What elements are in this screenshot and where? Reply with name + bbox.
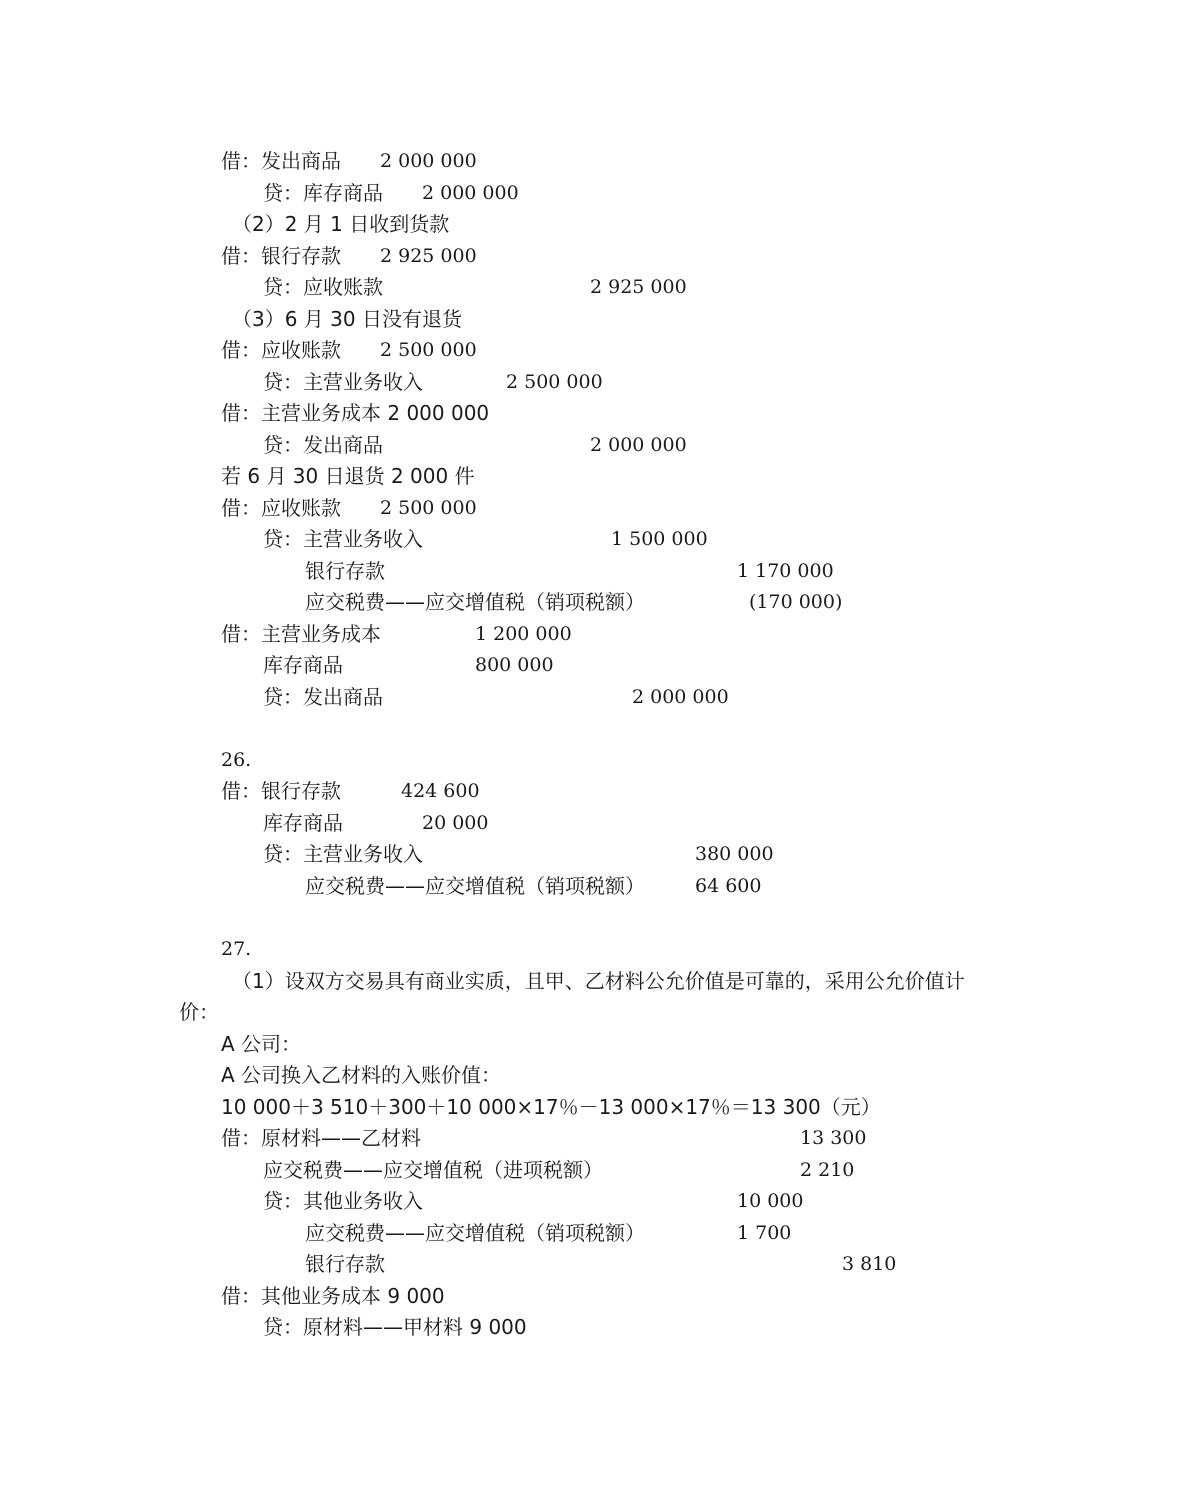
entry-text: （1）设双方交易具有商业实质，且甲、乙材料公允价值是可靠的，采用公允价值计 [232, 969, 965, 993]
amount-text: 2 500 000 [380, 339, 477, 361]
document-line [0, 1092, 1178, 1123]
entry-text: 借：其他业务成本 9 000 [221, 1284, 445, 1308]
entry-text: 贷：主营业务收入 [263, 527, 423, 551]
document-line [0, 241, 1178, 272]
amount-text: 27. [221, 938, 252, 960]
entry-text: 10 000＋3 510＋300＋10 000×17％－13 000×17％＝13 300（元） [221, 1095, 881, 1119]
entry-text: 应交税费——应交增值税（销项税额） [305, 874, 645, 898]
entry-text: 借：银行存款 [221, 779, 341, 803]
amount-text: 64 600 [695, 875, 762, 897]
document-line [0, 178, 1178, 209]
amount-text: 2 000 000 [380, 150, 477, 172]
document-line [0, 1123, 1178, 1154]
document-line [0, 272, 1178, 303]
entry-text: 价： [179, 1000, 219, 1024]
document-line [0, 146, 1178, 177]
document-line [0, 1186, 1178, 1217]
amount-text: 2 500 000 [380, 497, 477, 519]
document-line [0, 524, 1178, 555]
document-line [0, 966, 1178, 997]
amount-text: 2 000 000 [632, 686, 729, 708]
document-line [0, 430, 1178, 461]
amount-text: 26. [221, 749, 252, 771]
amount-text: 10 000 [737, 1190, 804, 1212]
document-line [0, 776, 1178, 807]
document-line [0, 934, 1178, 965]
document-line [0, 367, 1178, 398]
entry-text: 贷：应收账款 [263, 275, 383, 299]
document-line [0, 1281, 1178, 1312]
document-line [0, 619, 1178, 650]
document-line [0, 209, 1178, 240]
document-line [0, 587, 1178, 618]
entry-text: 若 6 月 30 日退货 2 000 件 [221, 464, 475, 488]
amount-text: 1 200 000 [475, 623, 572, 645]
document-line [0, 556, 1178, 587]
document-line [0, 398, 1178, 429]
amount-text: 2 210 [800, 1159, 855, 1181]
entry-text: （2）2 月 1 日收到货款 [232, 212, 450, 236]
document-line [0, 1029, 1178, 1060]
amount-text: 20 000 [422, 812, 489, 834]
amount-text: 2 500 000 [506, 371, 603, 393]
amount-text: 1 500 000 [611, 528, 708, 550]
entry-text: 借：应收账款 [221, 338, 341, 362]
entry-text: 贷：主营业务收入 [263, 370, 423, 394]
amount-text: 800 000 [475, 654, 554, 676]
entry-text: （3）6 月 30 日没有退货 [232, 307, 462, 331]
amount-text: (170 000) [749, 591, 843, 613]
entry-text: 贷：发出商品 [263, 433, 383, 457]
document-line [0, 808, 1178, 839]
entry-text: 贷：库存商品 [263, 181, 383, 205]
entry-text: 借：发出商品 [221, 149, 341, 173]
entry-text: 库存商品 [263, 811, 343, 835]
document-line [0, 1249, 1178, 1280]
entry-text: 借：主营业务成本 2 000 000 [221, 401, 490, 425]
document-line [0, 745, 1178, 776]
entry-text: 借：主营业务成本 [221, 622, 381, 646]
document-line [0, 1155, 1178, 1186]
document-line [0, 682, 1178, 713]
entry-text: 借：银行存款 [221, 244, 341, 268]
entry-text: 银行存款 [305, 1252, 385, 1276]
entry-text: A 公司： [221, 1032, 302, 1056]
document-line [0, 1218, 1178, 1249]
amount-text: 380 000 [695, 843, 774, 865]
amount-text: 2 925 000 [380, 245, 477, 267]
amount-text: 424 600 [401, 780, 480, 802]
document-line [0, 1060, 1178, 1091]
document-line [0, 839, 1178, 870]
amount-text: 1 170 000 [737, 560, 834, 582]
entry-text: 应交税费——应交增值税（销项税额） [305, 590, 645, 614]
entry-text: 应交税费——应交增值税（进项税额） [263, 1158, 603, 1182]
document-line [0, 493, 1178, 524]
entry-text: 贷：其他业务收入 [263, 1189, 423, 1213]
entry-text: 贷：发出商品 [263, 685, 383, 709]
entry-text: 库存商品 [263, 653, 343, 677]
entry-text: A 公司换入乙材料的入账价值： [221, 1063, 502, 1087]
document-line [0, 1312, 1178, 1343]
entry-text: 贷：原材料——甲材料 9 000 [263, 1315, 527, 1339]
document-line [0, 650, 1178, 681]
document-line [0, 304, 1178, 335]
document-line [0, 335, 1178, 366]
entry-text: 借：原材料——乙材料 [221, 1126, 421, 1150]
document-line [0, 461, 1178, 492]
document-line [0, 997, 1178, 1028]
amount-text: 2 925 000 [590, 276, 687, 298]
document-line [0, 871, 1178, 902]
amount-text: 3 810 [842, 1253, 897, 1275]
amount-text: 1 700 [737, 1222, 792, 1244]
amount-text: 13 300 [800, 1127, 867, 1149]
entry-text: 应交税费——应交增值税（销项税额） [305, 1221, 645, 1245]
amount-text: 2 000 000 [422, 182, 519, 204]
entry-text: 银行存款 [305, 559, 385, 583]
amount-text: 2 000 000 [590, 434, 687, 456]
entry-text: 贷：主营业务收入 [263, 842, 423, 866]
entry-text: 借：应收账款 [221, 496, 341, 520]
